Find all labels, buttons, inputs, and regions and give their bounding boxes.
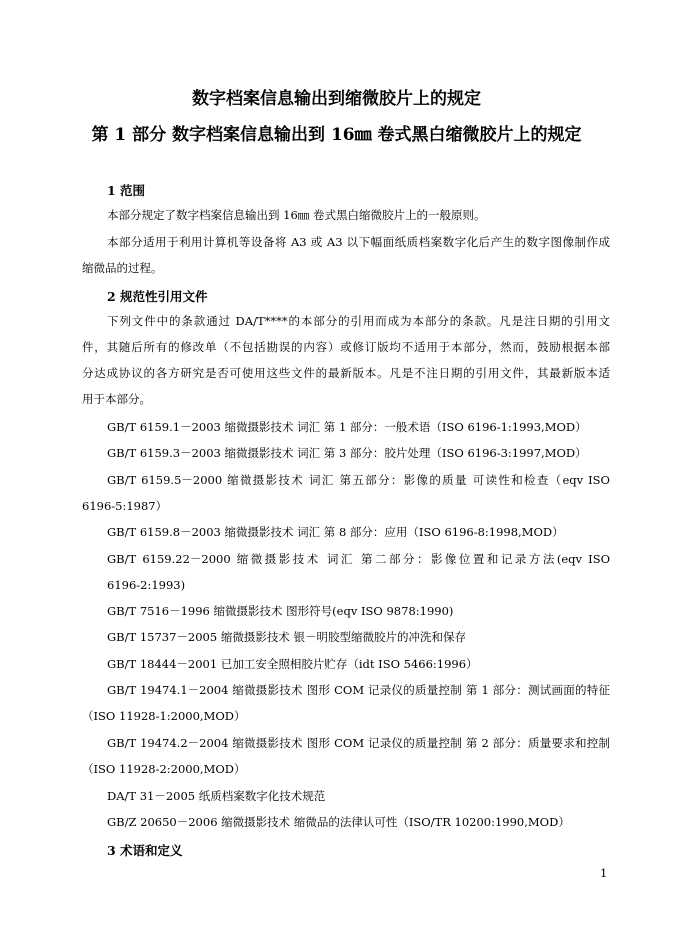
reference-item: GB/T 7516－1996 缩微摄影技术 图形符号(eqv ISO 9878:1990) xyxy=(107,604,454,618)
section-heading-references: 2 规范性引用文件 xyxy=(107,289,208,304)
reference-item-continued: 6196-5:1987） xyxy=(82,499,168,513)
paragraph-line: 缩微品的过程。 xyxy=(82,261,163,275)
reference-item: GB/T 6159.8－2003 缩微摄影技术 词汇 第 8 部分：应用（ISO 6196-8:1998,MOD） xyxy=(107,525,564,539)
paragraph-line: 分达成协议的各方研究是否可使用这些文件的最新版本。凡是不注日期的引用文件，其最新版本适 xyxy=(82,366,610,380)
reference-item: GB/T 15737－2005 缩微摄影技术 银－明胶型缩微胶片的冲洗和保存 xyxy=(107,630,466,644)
reference-item-continued: （ISO 11928-2:2000,MOD） xyxy=(82,762,246,776)
reference-item: GB/T 19474.1－2004 缩微摄影技术 图形 COM 记录仪的质量控制 第 1 部分：测试画面的特征 xyxy=(107,683,610,697)
reference-item-continued: 6196-2:1993) xyxy=(107,578,186,592)
section-heading-scope: 1 范围 xyxy=(107,183,146,198)
reference-item: DA/T 31－2005 纸质档案数字化技术规范 xyxy=(107,789,326,803)
reference-item: GB/T 6159.3－2003 缩微摄影技术 词汇 第 3 部分：胶片处理（ISO 6196-3:1997,MOD） xyxy=(107,446,587,460)
page-number: 1 xyxy=(600,866,608,880)
section-heading-terms: 3 术语和定义 xyxy=(107,843,183,858)
reference-item: GB/T 6159.5－2000 缩微摄影技术 词汇 第五部分：影像的质量 可读性和检查（eqv ISO xyxy=(107,473,610,487)
reference-item: GB/Z 20650－2006 缩微摄影技术 缩微品的法律认可性（ISO/TR 10200:1990,MOD） xyxy=(107,815,570,829)
reference-item: GB/T 19474.2－2004 缩微摄影技术 图形 COM 记录仪的质量控制 第 2 部分：质量要求和控制 xyxy=(107,736,610,750)
paragraph-line: 用于本部分。 xyxy=(82,392,151,406)
document-subtitle: 第 1 部分 数字档案信息输出到 16㎜ 卷式黑白缩微胶片上的规定 xyxy=(91,125,582,145)
reference-item: GB/T 6159.1－2003 缩微摄影技术 词汇 第 1 部分：一般术语（ISO 6196-1:1993,MOD） xyxy=(107,420,587,434)
paragraph-line: 本部分适用于利用计算机等设备将 A3 或 A3 以下幅面纸质档案数字化后产生的数字图像制作成 xyxy=(107,235,610,249)
paragraph-line: 件，其随后所有的修改单（不包括勘误的内容）或修订版均不适用于本部分，然而，鼓励根据本部 xyxy=(82,340,610,354)
reference-item-continued: （ISO 11928-1:2000,MOD） xyxy=(82,709,246,723)
paragraph-line: 下列文件中的条款通过 DA/T****的本部分的引用而成为本部分的条款。凡是注日期的引用文 xyxy=(107,314,610,328)
paragraph-line: 本部分规定了数字档案信息输出到 16㎜ 卷式黑白缩微胶片上的一般原则。 xyxy=(107,208,486,222)
reference-item: GB/T 18444－2001 已加工安全照相胶片贮存（idt ISO 5466:1996） xyxy=(107,657,478,671)
document-title: 数字档案信息输出到缩微胶片上的规定 xyxy=(192,89,481,109)
reference-item: GB/T 6159.22－2000 缩微摄影技术 词汇 第二部分：影像位置和记录方法(eqv ISO xyxy=(107,552,610,566)
